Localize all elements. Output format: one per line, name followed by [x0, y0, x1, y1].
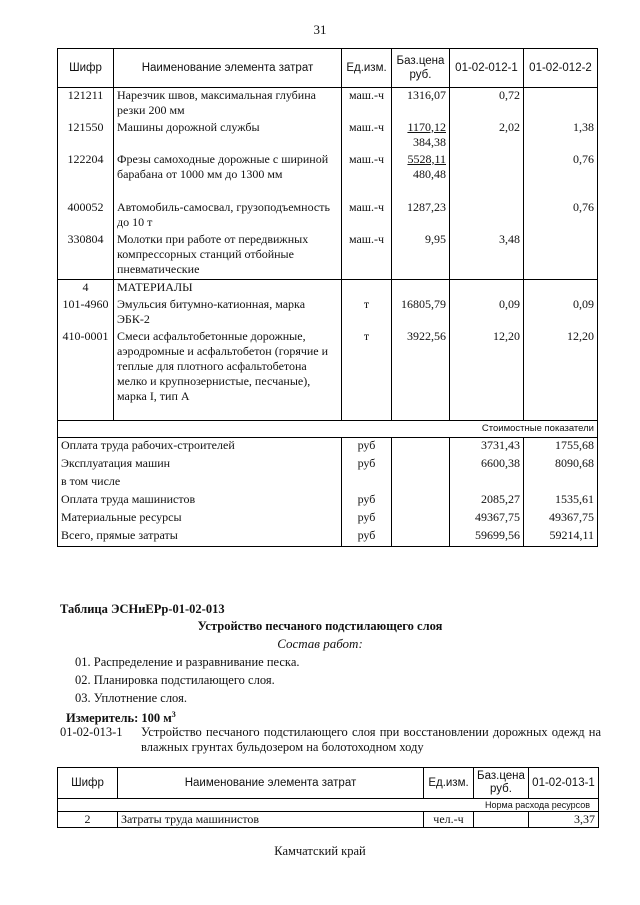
header-code: Шифр [58, 49, 114, 88]
row-code: 330804 [58, 232, 114, 280]
summary-value-1: 49367,75 [450, 510, 524, 528]
row-price: 9,95 [392, 232, 450, 280]
empty-cell [392, 474, 450, 492]
description-text: Устройство песчаного подстилающего слоя при восстановлении дорожных одежд на влажных грунтах бульдозером на болотоходном ходу [141, 725, 601, 754]
row-price: 1287,23 [392, 200, 450, 232]
summary-unit: руб [342, 510, 392, 528]
header-name: Наименование элемента затрат [118, 768, 424, 799]
row-code: 2 [58, 812, 118, 828]
empty-cell [392, 456, 450, 474]
row-value-2: 1,38 [524, 120, 598, 152]
work-item: 03. Уплотнение слоя. [75, 691, 187, 705]
table-row [58, 297, 598, 329]
table-row [58, 120, 598, 152]
norm-caption-row [58, 799, 599, 812]
header-price: Баз.цена руб. [474, 768, 529, 799]
row-price [474, 812, 529, 828]
table-row [58, 200, 598, 232]
table-subtitle: Устройство песчаного подстилающего слоя [197, 619, 443, 633]
row-code: 410-0001 [58, 329, 114, 421]
meter-label [66, 710, 176, 726]
summary-unit: руб [342, 456, 392, 474]
summary-value-2: 59214,11 [524, 528, 598, 547]
row-price [392, 152, 450, 200]
summary-value-1: 6600,38 [450, 456, 524, 474]
summary-value-2: 1535,61 [524, 492, 598, 510]
table-row [58, 152, 598, 200]
row-value-1: 0,09 [450, 297, 524, 329]
row-unit: маш.-ч [342, 152, 392, 200]
row-unit: т [342, 329, 392, 421]
row-value-2 [524, 232, 598, 280]
summary-value-2: 49367,75 [524, 510, 598, 528]
row-name: Фрезы самоходные дорожные с шириной барабана от 1000 мм до 1300 мм [114, 152, 342, 200]
row-name: Молотки при работе от передвижных компрессорных станций отбойные пневматические [114, 232, 342, 280]
summary-value-2: 8090,68 [524, 456, 598, 474]
row-name: Нарезчик швов, максимальная глубина резки 200 мм [114, 88, 342, 120]
header-name: Наименование элемента затрат [114, 49, 342, 88]
row-value-1: 2,02 [450, 120, 524, 152]
page-number: 31 [313, 22, 327, 37]
meter-superscript: 3 [171, 710, 176, 719]
table-row [58, 812, 599, 828]
composition-label: Состав работ: [277, 636, 363, 651]
row-price: 1316,07 [392, 88, 450, 120]
summary-row [58, 474, 598, 492]
section-header-row [58, 280, 598, 297]
summary-label: Материальные ресурсы [58, 510, 342, 528]
row-price [392, 120, 450, 152]
row-value-2: 12,20 [524, 329, 598, 421]
table-row [58, 329, 598, 421]
row-code: 121211 [58, 88, 114, 120]
row-unit: чел.-ч [424, 812, 474, 828]
row-price: 3922,56 [392, 329, 450, 421]
summary-label: Оплата труда рабочих-строителей [58, 438, 342, 457]
row-price-secondary: 384,38 [413, 134, 446, 149]
summary-label: Эксплуатация машин [58, 456, 342, 474]
row-name: Эмульсия битумно-катионная, марка ЭБК-2 [114, 297, 342, 329]
row-unit: т [342, 297, 392, 329]
row-value-1: 0,72 [450, 88, 524, 120]
summary-value-1: 59699,56 [450, 528, 524, 547]
table-title: Таблица ЭСНиЕРр-01-02-013 [60, 602, 225, 616]
row-value-1: 12,20 [450, 329, 524, 421]
summary-label: Всего, прямые затраты [58, 528, 342, 547]
row-code: 122204 [58, 152, 114, 200]
summary-unit: руб [342, 492, 392, 510]
row-value-2: 0,76 [524, 152, 598, 200]
table-row [58, 232, 598, 280]
row-price-main: 1170,12 [407, 119, 446, 134]
summary-value-2 [524, 474, 598, 492]
summary-label: Оплата труда машинистов [58, 492, 342, 510]
empty-cell [450, 280, 524, 297]
row-value-1 [450, 152, 524, 200]
row-price-main: 5528,11 [407, 151, 446, 166]
row-code: 101-4960 [58, 297, 114, 329]
summary-label: в том числе [58, 474, 342, 492]
table-header-row [58, 768, 599, 799]
description-code: 01-02-013-1 [60, 725, 123, 739]
row-unit: маш.-ч [342, 120, 392, 152]
empty-cell [392, 528, 450, 547]
header-col-1: 01-02-013-1 [529, 768, 599, 799]
norm-caption: Норма расхода ресурсов [58, 799, 599, 812]
header-code: Шифр [58, 768, 118, 799]
row-unit: маш.-ч [342, 88, 392, 120]
empty-cell [392, 492, 450, 510]
header-col-2: 01-02-012-2 [524, 49, 598, 88]
row-value-1 [450, 200, 524, 232]
footer-region: Камчатский край [274, 844, 366, 858]
row-name: Автомобиль-самосвал, грузоподъемность до 10 т [114, 200, 342, 232]
row-value-2: 0,09 [524, 297, 598, 329]
row-value-1: 3,48 [450, 232, 524, 280]
summary-row [58, 456, 598, 474]
row-value-2: 0,76 [524, 200, 598, 232]
table-row [58, 88, 598, 120]
resource-table-01-02-012 [57, 48, 598, 547]
row-price-secondary: 480,48 [413, 166, 446, 181]
summary-value-1: 3731,43 [450, 438, 524, 457]
summary-row [58, 492, 598, 510]
row-name: Затраты труда машинистов [118, 812, 424, 828]
row-value-2 [524, 88, 598, 120]
row-name: Смеси асфальтобетонные дорожные, аэродромные и асфальтобетон (горячие и теплые для плотного асфальтобетона мелко и крупнозернистые, песчаные), марка I, тип А [114, 329, 342, 421]
empty-cell [392, 510, 450, 528]
section-code: 4 [58, 280, 114, 297]
section-title: МАТЕРИАЛЫ [114, 280, 342, 297]
header-price: Баз.цена руб. [392, 49, 450, 88]
summary-value-2: 1755,68 [524, 438, 598, 457]
summary-unit: руб [342, 528, 392, 547]
summary-value-1 [450, 474, 524, 492]
row-code: 400052 [58, 200, 114, 232]
summary-unit [342, 474, 392, 492]
summary-caption: Стоимостные показатели [58, 421, 598, 438]
meter-text: Измеритель: 100 м [66, 711, 172, 726]
summary-caption-row [58, 421, 598, 438]
summary-value-1: 2085,27 [450, 492, 524, 510]
table-header-row [58, 49, 598, 88]
row-price: 16805,79 [392, 297, 450, 329]
row-code: 121550 [58, 120, 114, 152]
summary-row [58, 510, 598, 528]
empty-cell [392, 438, 450, 457]
work-item: 02. Планировка подстилающего слоя. [75, 673, 275, 687]
empty-cell [342, 280, 392, 297]
empty-cell [524, 280, 598, 297]
work-item: 01. Распределение и разравнивание песка. [75, 655, 300, 669]
resource-table-01-02-013 [57, 767, 599, 828]
header-unit: Ед.изм. [424, 768, 474, 799]
summary-unit: руб [342, 438, 392, 457]
row-name: Машины дорожной службы [114, 120, 342, 152]
row-value-1: 3,37 [529, 812, 599, 828]
header-col-1: 01-02-012-1 [450, 49, 524, 88]
row-unit: маш.-ч [342, 200, 392, 232]
summary-row [58, 528, 598, 547]
empty-cell [392, 280, 450, 297]
row-unit: маш.-ч [342, 232, 392, 280]
summary-row [58, 438, 598, 457]
header-unit: Ед.изм. [342, 49, 392, 88]
